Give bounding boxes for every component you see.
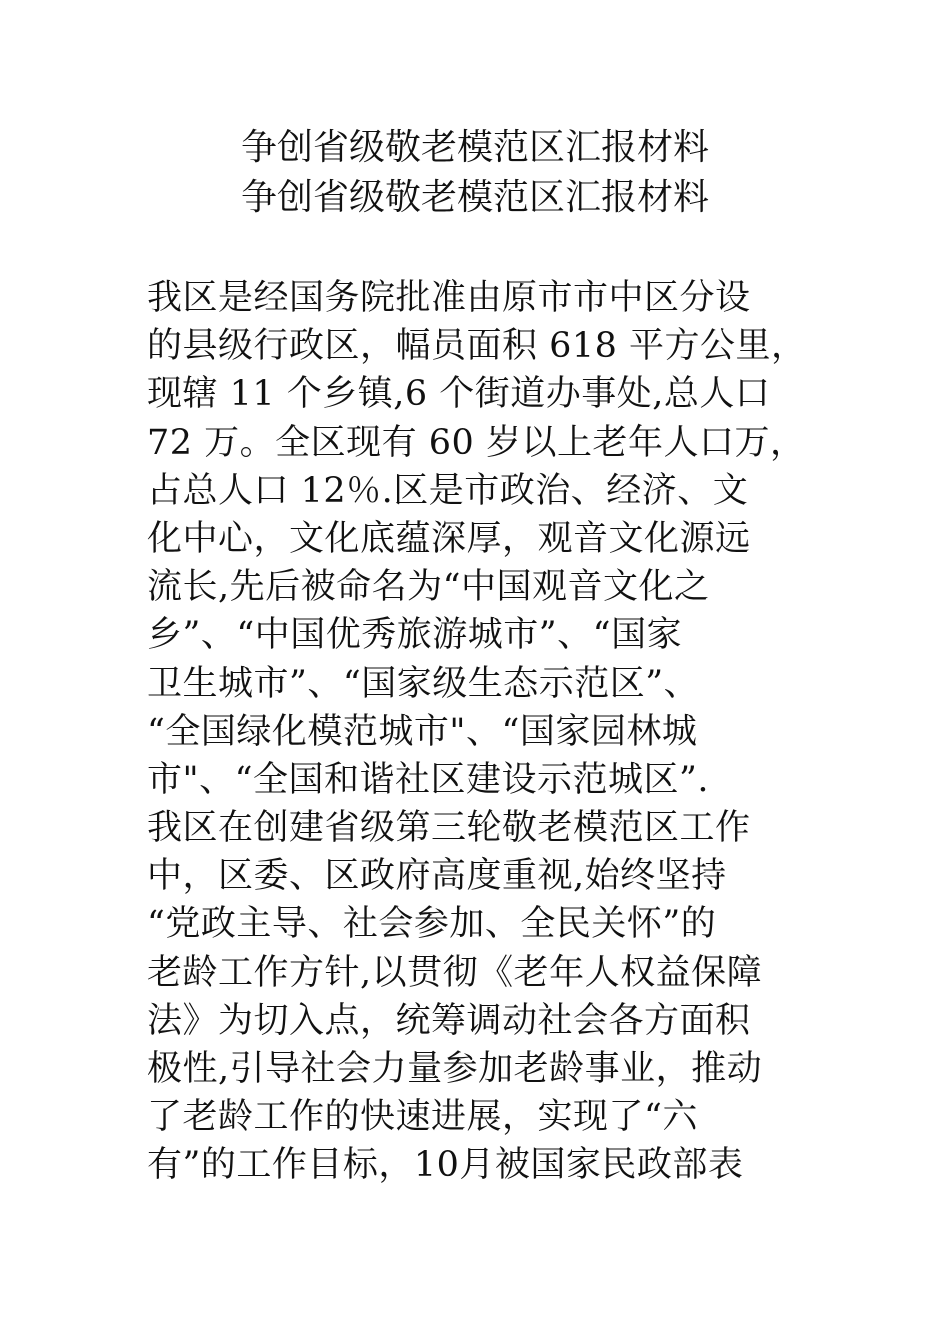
body-line: 老龄工作方针,以贯彻《老年人权益保障	[147, 952, 763, 993]
body-line: 中，区委、区政府高度重视,始终坚持	[147, 856, 727, 897]
body-line: 乡”、“中国优秀旅游城市”、“国家	[147, 615, 683, 656]
body-line: 占总人口 12％.区是市政治、经济、文	[147, 470, 749, 511]
document-title: 争创省级敬老模范区汇报材料	[240, 127, 709, 168]
body-line: 法》为切入点，统筹调动社会各方面积	[147, 1000, 751, 1041]
body-line: 我区在创建省级第三轮敬老模范区工作	[147, 808, 751, 849]
body-line: 现辖 11 个乡镇,6 个街道办事处,总人口	[147, 374, 771, 415]
document-subtitle: 争创省级敬老模范区汇报材料	[240, 177, 709, 218]
body-line: “党政主导、社会参加、全民关怀”的	[147, 904, 717, 945]
body-line: 了老龄工作的快速进展，实现了“六	[147, 1097, 698, 1138]
body-line: 的县级行政区，幅员面积 618 平方公里，	[147, 326, 807, 367]
body-line: 市"、“全国和谐社区建设示范城区”.	[147, 759, 710, 800]
body-paragraph	[147, 274, 837, 1190]
body-line: 卫生城市”、“国家级生态示范区”、	[147, 663, 700, 704]
body-line: 有”的工作目标，10月被国家民政部表	[147, 1145, 744, 1186]
body-line: 极性,引导社会力量参加老龄事业，推动	[147, 1049, 763, 1089]
body-line: 72 万。全区现有 60 岁以上老年人口万，	[147, 422, 806, 463]
body-line: 我区是经国务院批准由原市市中区分设	[147, 278, 751, 318]
body-line: 化中心，文化底蕴深厚，观音文化源远	[147, 518, 751, 559]
body-line: “全国绿化模范城市"、“国家园林城	[147, 711, 698, 752]
body-line: 流长,先后被命名为“中国观音文化之	[147, 567, 710, 608]
